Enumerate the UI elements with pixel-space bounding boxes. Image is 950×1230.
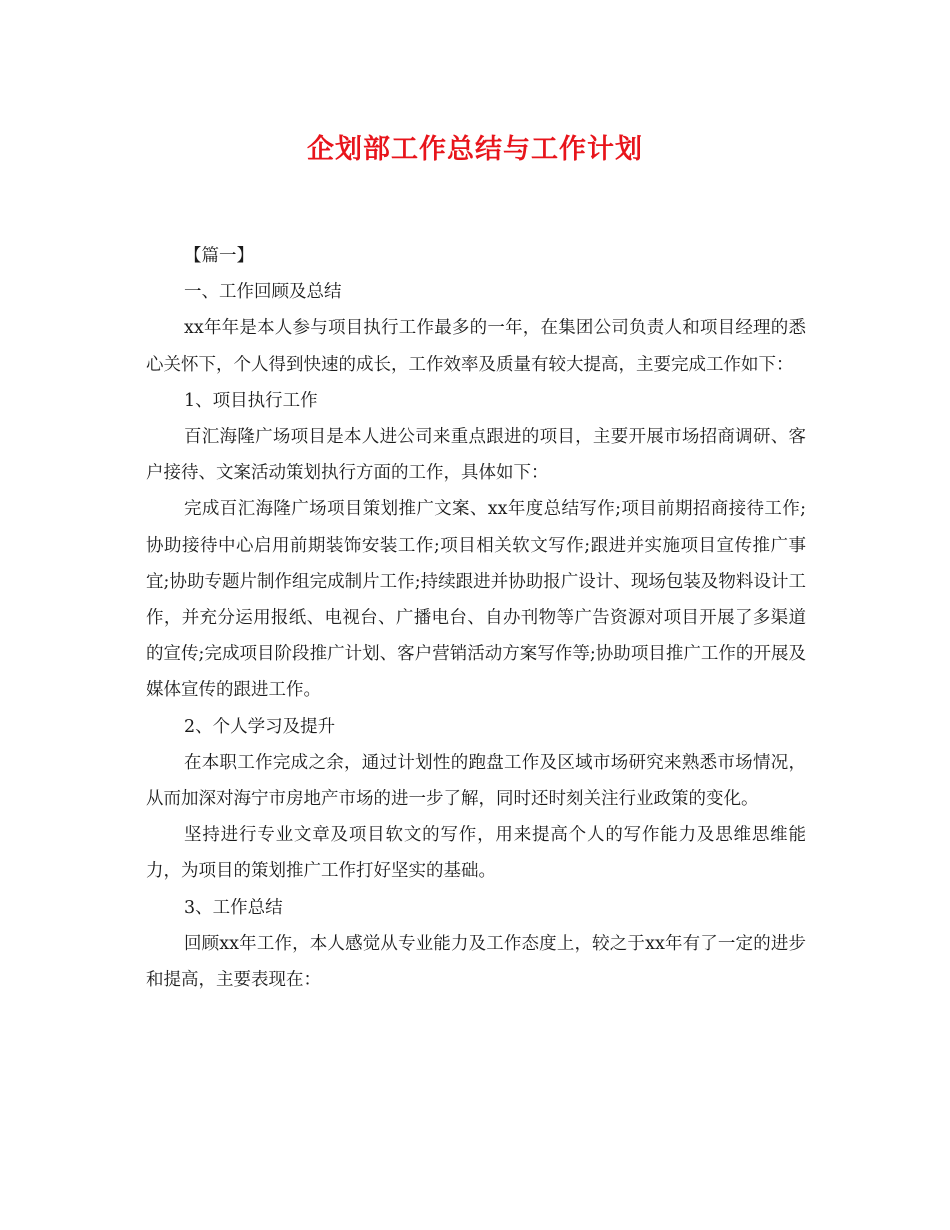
item-heading-work-summary: 3、工作总结 <box>184 897 283 918</box>
paragraph: 百汇海隆广场项目是本人进公司来重点跟进的项目，主要开展市场招商调研、客户接待、文案活动策划执行方面的工作，具体如下： <box>146 427 806 484</box>
paragraph: 完成百汇海隆广场项目策划推广文案、xx年度总结写作;项目前期招商接待工作;协助接待中心启用前期装饰安装工作;项目相关软文写作;跟进并实施项目宣传推广事宜;协助专题片制作组完成制片工作;持续跟进并协助报广设计、现场包装及物料设计工作，并充分运用报纸、电视台、广播电台、自办刊物等广告资源对项目开展了多渠道的宣传;完成项目阶段推广计划、客户营销活动方案写作等;协助项目推广工作的开展及媒体宣传的跟进工作。 <box>146 499 806 701</box>
document-title: 企划部工作总结与工作计划 <box>307 134 643 165</box>
paragraph: 坚持进行专业文章及项目软文的写作，用来提高个人的写作能力及思维思维能力，为项目的策划推广工作打好坚实的基础。 <box>146 825 806 882</box>
section-marker: 【篇一】 <box>184 246 254 266</box>
paragraph: 回顾xx年工作，本人感觉从专业能力及工作态度上，较之于xx年有了一定的进步和提高，主要表现在： <box>146 933 806 991</box>
part-heading: 一、工作回顾及总结 <box>184 282 342 303</box>
intro-paragraph: xx年年是本人参与项目执行工作最多的一年，在集团公司负责人和项目经理的悉心关怀下，个人得到快速的成长，工作效率及质量有较大提高，主要完成工作如下： <box>146 318 806 375</box>
item-heading-personal-learning: 2、个人学习及提升 <box>184 716 336 737</box>
document-body <box>146 238 806 998</box>
paragraph: 在本职工作完成之余，通过计划性的跑盘工作及区域市场研究来熟悉市场情况，从而加深对海宁市房地产市场的进一步了解，同时还时刻关注行业政策的变化。 <box>146 752 806 810</box>
item-heading-project-execution: 1、项目执行工作 <box>184 390 318 411</box>
